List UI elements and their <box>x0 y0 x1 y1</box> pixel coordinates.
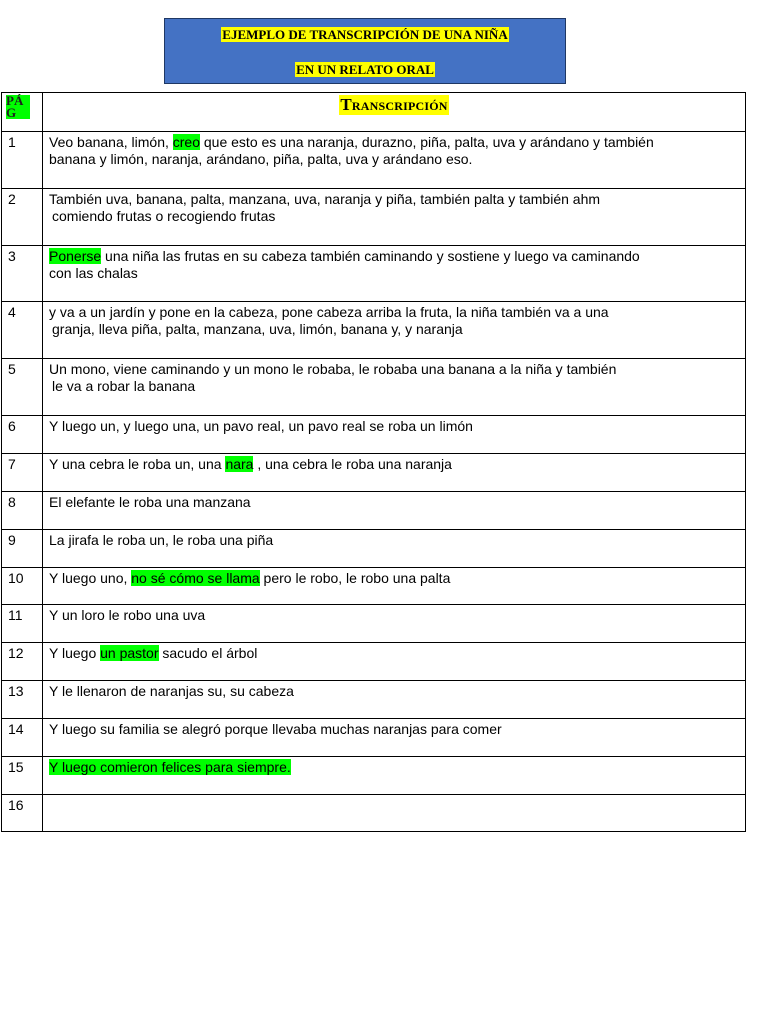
table-row <box>2 132 746 189</box>
table-row <box>2 492 746 530</box>
table-row <box>2 795 746 832</box>
row-text: Veo banana, limón, creo que esto es una naranja, durazno, piña, palta, uva y arándano y también banana y limón, naranja, arándano, piña, palta, uva y arándano eso. <box>43 132 746 189</box>
table-row <box>2 719 746 757</box>
table-row <box>2 302 746 359</box>
row-text: Ponerse una niña las frutas en su cabeza también caminando y sostiene y luego va caminando con las chalas <box>43 246 746 302</box>
header-transcription: Transcripción <box>340 95 448 114</box>
row-text: y va a un jardín y pone en la cabeza, pone cabeza arriba la fruta, la niña también va a una granja, lleva piña, palta, manzana, uva, limón, banana y, y naranja <box>43 302 746 359</box>
row-number: 7 <box>2 454 43 492</box>
row-text: El elefante le roba una manzana <box>43 492 746 530</box>
title-line-2: EN UN RELATO ORAL <box>296 62 434 77</box>
table-row <box>2 568 746 605</box>
row-number: 11 <box>2 605 43 643</box>
table-row <box>2 246 746 302</box>
highlight: Y luego comieron felices para siempre. <box>49 759 291 775</box>
header-title-cell <box>43 93 746 132</box>
table-row <box>2 530 746 568</box>
row-number: 10 <box>2 568 43 605</box>
row-number: 3 <box>2 246 43 302</box>
row-number: 8 <box>2 492 43 530</box>
row-number: 1 <box>2 132 43 189</box>
row-number: 13 <box>2 681 43 719</box>
highlight: no sé cómo se llama <box>131 570 260 586</box>
highlight: un pastor <box>100 645 159 661</box>
header-pag: PÁG <box>6 95 30 119</box>
table-row <box>2 189 746 246</box>
table-row <box>2 359 746 416</box>
row-number: 12 <box>2 643 43 681</box>
row-text: Y luego su familia se alegró porque llevaba muchas naranjas para comer <box>43 719 746 757</box>
row-text: La jirafa le roba un, le roba una piña <box>43 530 746 568</box>
document-title-box <box>164 18 566 84</box>
table-row <box>2 643 746 681</box>
title-line-1: EJEMPLO DE TRANSCRIPCIÓN DE UNA NIÑA <box>222 27 508 42</box>
highlight: nara <box>225 456 254 472</box>
row-number: 16 <box>2 795 43 832</box>
row-number: 6 <box>2 416 43 454</box>
table-row <box>2 681 746 719</box>
row-text <box>43 795 746 832</box>
row-number: 14 <box>2 719 43 757</box>
row-text <box>43 757 746 795</box>
row-number: 5 <box>2 359 43 416</box>
row-text: Y le llenaron de naranjas su, su cabeza <box>43 681 746 719</box>
row-number: 15 <box>2 757 43 795</box>
row-number: 4 <box>2 302 43 359</box>
row-number: 2 <box>2 189 43 246</box>
row-text: Y luego uno, no sé cómo se llama pero le robo, le robo una palta <box>43 568 746 605</box>
table-row <box>2 454 746 492</box>
table-row <box>2 757 746 795</box>
table-header-row <box>2 93 746 132</box>
row-text: Y una cebra le roba un, una nara , una cebra le roba una naranja <box>43 454 746 492</box>
header-pag-cell <box>2 93 43 132</box>
highlight: creo <box>172 134 200 150</box>
row-text: Un mono, viene caminando y un mono le robaba, le robaba una banana a la niña y también le va a robar la banana <box>43 359 746 416</box>
row-text: Y luego un, y luego una, un pavo real, un pavo real se roba un limón <box>43 416 746 454</box>
row-number: 9 <box>2 530 43 568</box>
row-text: Y un loro le robo una uva <box>43 605 746 643</box>
transcription-table <box>1 92 746 832</box>
highlight: Ponerse <box>49 248 102 264</box>
table-row <box>2 605 746 643</box>
table-row <box>2 416 746 454</box>
row-text: Y luego un pastor sacudo el árbol <box>43 643 746 681</box>
row-text: También uva, banana, palta, manzana, uva, naranja y piña, también palta y también ahm comiendo frutas o recogiendo frutas <box>43 189 746 246</box>
